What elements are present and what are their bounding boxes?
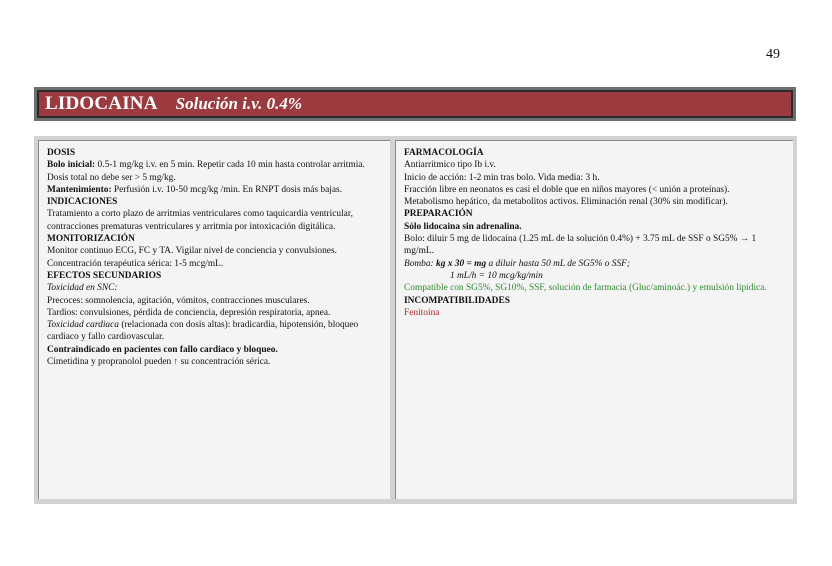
incompatibilidades-heading: INCOMPATIBILIDADES xyxy=(404,295,510,306)
bolo-label: Bolo inicial: xyxy=(47,160,96,171)
farm-line: Fracción libre en neonatos es casi el doble que en niños mayores (< unión a proteínas). xyxy=(404,184,730,195)
indicaciones-heading: INDICACIONES xyxy=(47,197,118,208)
drug-form: Solución i.v. 0.4% xyxy=(175,94,303,113)
bomba-formula: kg x 30 = mg xyxy=(436,258,487,269)
bomba-rest: a diluir hasta 50 mL de SG5% o SSF; xyxy=(486,258,631,269)
monitorizacion-heading: MONITORIZACIÓN xyxy=(47,234,135,245)
farmacologia-heading: FARMACOLOGÍA xyxy=(404,148,484,158)
tox-cardiaca-text: (relacionada con dosis altas): bradicardia, hipotensión, bloqueo cardiaco y fallo cardiovascular. xyxy=(47,320,359,343)
farm-line: Antiarrítmico tipo Ib i.v. xyxy=(404,160,496,171)
left-column xyxy=(38,140,390,499)
bolo-preparacion: Bolo: diluir 5 mg de lidocaína (1.25 mL de la solución 0.4%) + 3.75 mL de SSF o SG5% → 1 mg/mL. xyxy=(404,234,757,257)
efectos-heading: EFECTOS SECUNDARIOS xyxy=(47,270,162,281)
concentracion-text: Concentración terapéutica sérica: 1-5 mcg/mL. xyxy=(47,258,224,269)
preparacion-heading: PREPARACIÓN xyxy=(404,209,473,220)
compatible-text: Compatible con SG5%, SG10%, SSF, solución de farmacia (Gluc/aminoác.) y emulsión lipídica. xyxy=(404,283,767,294)
bomba-line xyxy=(404,258,787,270)
cimetidina-text: Cimetidina y propranolol pueden ↑ su concentración sérica. xyxy=(47,357,271,368)
toxicidad-snc: Toxicidad en SNC: xyxy=(47,283,118,294)
monitorizacion-text: Monitor continuo ECG, FC y TA. Vigilar nivel de conciencia y convulsiones. xyxy=(47,246,337,257)
drug-name: LIDOCAINA xyxy=(45,93,158,114)
fenitoina-text: Fenitoína xyxy=(404,307,440,318)
farm-line: Inicio de acción: 1-2 min tras bolo. Vida media: 3 h. xyxy=(404,172,600,183)
toxicidad-cardiaca xyxy=(47,319,384,344)
right-column xyxy=(395,140,793,499)
solo-lidocaina: Sólo lidocaina sin adrenalina. xyxy=(404,221,522,232)
page-number: 49 xyxy=(766,47,780,62)
mantenimiento xyxy=(47,184,384,196)
farm-line: Metabolismo hepático, da metabolitos activos. Eliminación renal (30% sin modificar). xyxy=(404,197,728,208)
content-panel xyxy=(34,136,797,504)
bolo-inicial xyxy=(47,159,384,184)
tox-cardiaca-label: Toxicidad cardiaca xyxy=(47,320,119,331)
indicaciones-text: Tratamiento a corto plazo de arritmias ventriculares como taquicardia ventricular, contracciones prematuras ventriculares y arritmia por intoxicación digitálica. xyxy=(47,209,353,232)
dosis-heading: DOSIS xyxy=(47,148,76,158)
mant-label: Mantenimiento: xyxy=(47,184,112,195)
title-bar-inner xyxy=(37,90,793,118)
contraindicado-text: Contraindicado en pacientes con fallo cardiaco y bloqueo. xyxy=(47,344,278,355)
precoces-text: Precoces: somnolencia, agitación, vómitos, contracciones musculares. xyxy=(47,295,310,306)
tardios-text: Tardios: convulsiones, pérdida de conciencia, depresión respiratoria, apnea. xyxy=(47,307,331,318)
title-bar xyxy=(34,87,796,121)
bolo-text: 0.5-1 mg/kg i.v. en 5 min. Repetir cada 10 min hasta controlar arritmia. Dosis total no debe ser > 5 mg/kg. xyxy=(47,160,365,183)
bomba-rate: 1 mL/h = 10 mcg/kg/min xyxy=(450,270,543,281)
bomba-label: Bomba: xyxy=(404,258,437,269)
mant-text: Perfusión i.v. 10-50 mcg/kg /min. En RNPT dosis más bajas. xyxy=(111,184,343,195)
